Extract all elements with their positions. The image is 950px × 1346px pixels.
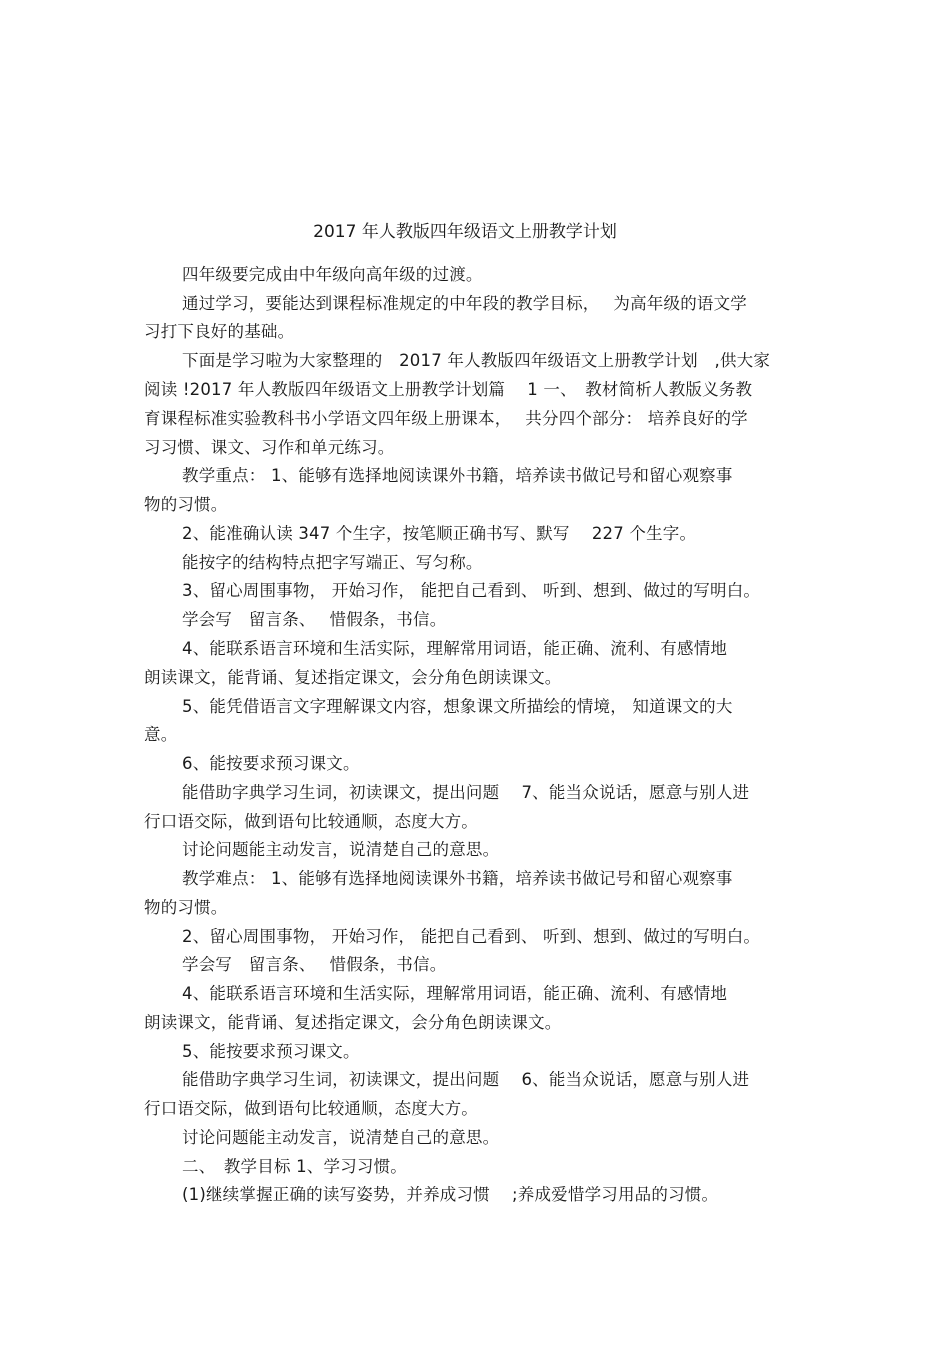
paragraph-line: 5、能凭借语言文字理解课文内容，想象课文所描绘的情境， 知道课文的大 [182,697,733,716]
paragraph-line: 2、留心周围事物， 开始习作， 能把自己看到、 听到、想到、做过的写明白。 [182,927,761,946]
paragraph-line: 讨论问题能主动发言，说清楚自己的意思。 [182,840,500,859]
paragraph-line: 2、能准确认读 347 个生字，按笔顺正确书写、默写 227 个生字。 [182,524,697,543]
paragraph-line: 阅读 !2017 年人教版四年级语文上册教学计划篇 1 一、 教材简析人教版义务教 [144,380,753,399]
paragraph-line: 物的习惯。 [144,495,228,514]
paragraph-line: 教学难点： 1、能够有选择地阅读课外书籍，培养读书做记号和留心观察事 [182,869,733,888]
paragraph-line: 朗读课文，能背诵、复述指定课文，会分角色朗读课文。 [144,1013,562,1032]
paragraph-line: 行口语交际，做到语句比较通顺，态度大方。 [144,812,478,831]
paragraph-line: (1)继续掌握正确的读写姿势，并养成习惯 ;养成爱惜学习用品的习惯。 [182,1185,719,1204]
paragraph-line: 习习惯、课文、习作和单元练习。 [144,438,395,457]
document-title: 2017 年人教版四年级语文上册教学计划 [313,222,617,242]
paragraph-line: 二、 教学目标 1、学习习惯。 [182,1157,407,1176]
paragraph-line: 3、留心周围事物， 开始习作， 能把自己看到、 听到、想到、做过的写明白。 [182,581,761,600]
paragraph-line: 6、能按要求预习课文。 [182,754,360,773]
paragraph-line: 能按字的结构特点把字写端正、写匀称。 [182,553,483,572]
paragraph-line: 习打下良好的基础。 [144,322,295,341]
paragraph-line: 4、能联系语言环境和生活实际，理解常用词语，能正确、流利、有感情地 [182,639,728,658]
paragraph-line: 4、能联系语言环境和生活实际，理解常用词语，能正确、流利、有感情地 [182,984,728,1003]
paragraph-line: 讨论问题能主动发言，说清楚自己的意思。 [182,1128,500,1147]
paragraph-line: 通过学习，要能达到课程标准规定的中年段的教学目标， 为高年级的语文学 [182,294,747,313]
paragraph-line: 5、能按要求预习课文。 [182,1042,360,1061]
paragraph-line: 下面是学习啦为大家整理的 2017 年人教版四年级语文上册教学计划 ,供大家 [182,351,771,370]
paragraph-line: 物的习惯。 [144,898,228,917]
paragraph-line: 朗读课文，能背诵、复述指定课文，会分角色朗读课文。 [144,668,562,687]
paragraph-line: 意。 [144,725,178,744]
paragraph-line: 教学重点： 1、能够有选择地阅读课外书籍，培养读书做记号和留心观察事 [182,466,733,485]
paragraph-line: 能借助字典学习生词，初读课文，提出问题 7、能当众说话，愿意与别人进 [182,783,750,802]
paragraph-line: 育课程标准实验教科书小学语文四年级上册课本， 共分四个部分： 培养良好的学 [144,409,748,428]
paragraph-line: 四年级要完成由中年级向高年级的过渡。 [182,265,483,284]
paragraph-line: 行口语交际，做到语句比较通顺，态度大方。 [144,1099,478,1118]
paragraph-line: 能借助字典学习生词，初读课文，提出问题 6、能当众说话，愿意与别人进 [182,1070,750,1089]
paragraph-line: 学会写 留言条、 惜假条，书信。 [182,610,447,629]
paragraph-line: 学会写 留言条、 惜假条，书信。 [182,955,447,974]
